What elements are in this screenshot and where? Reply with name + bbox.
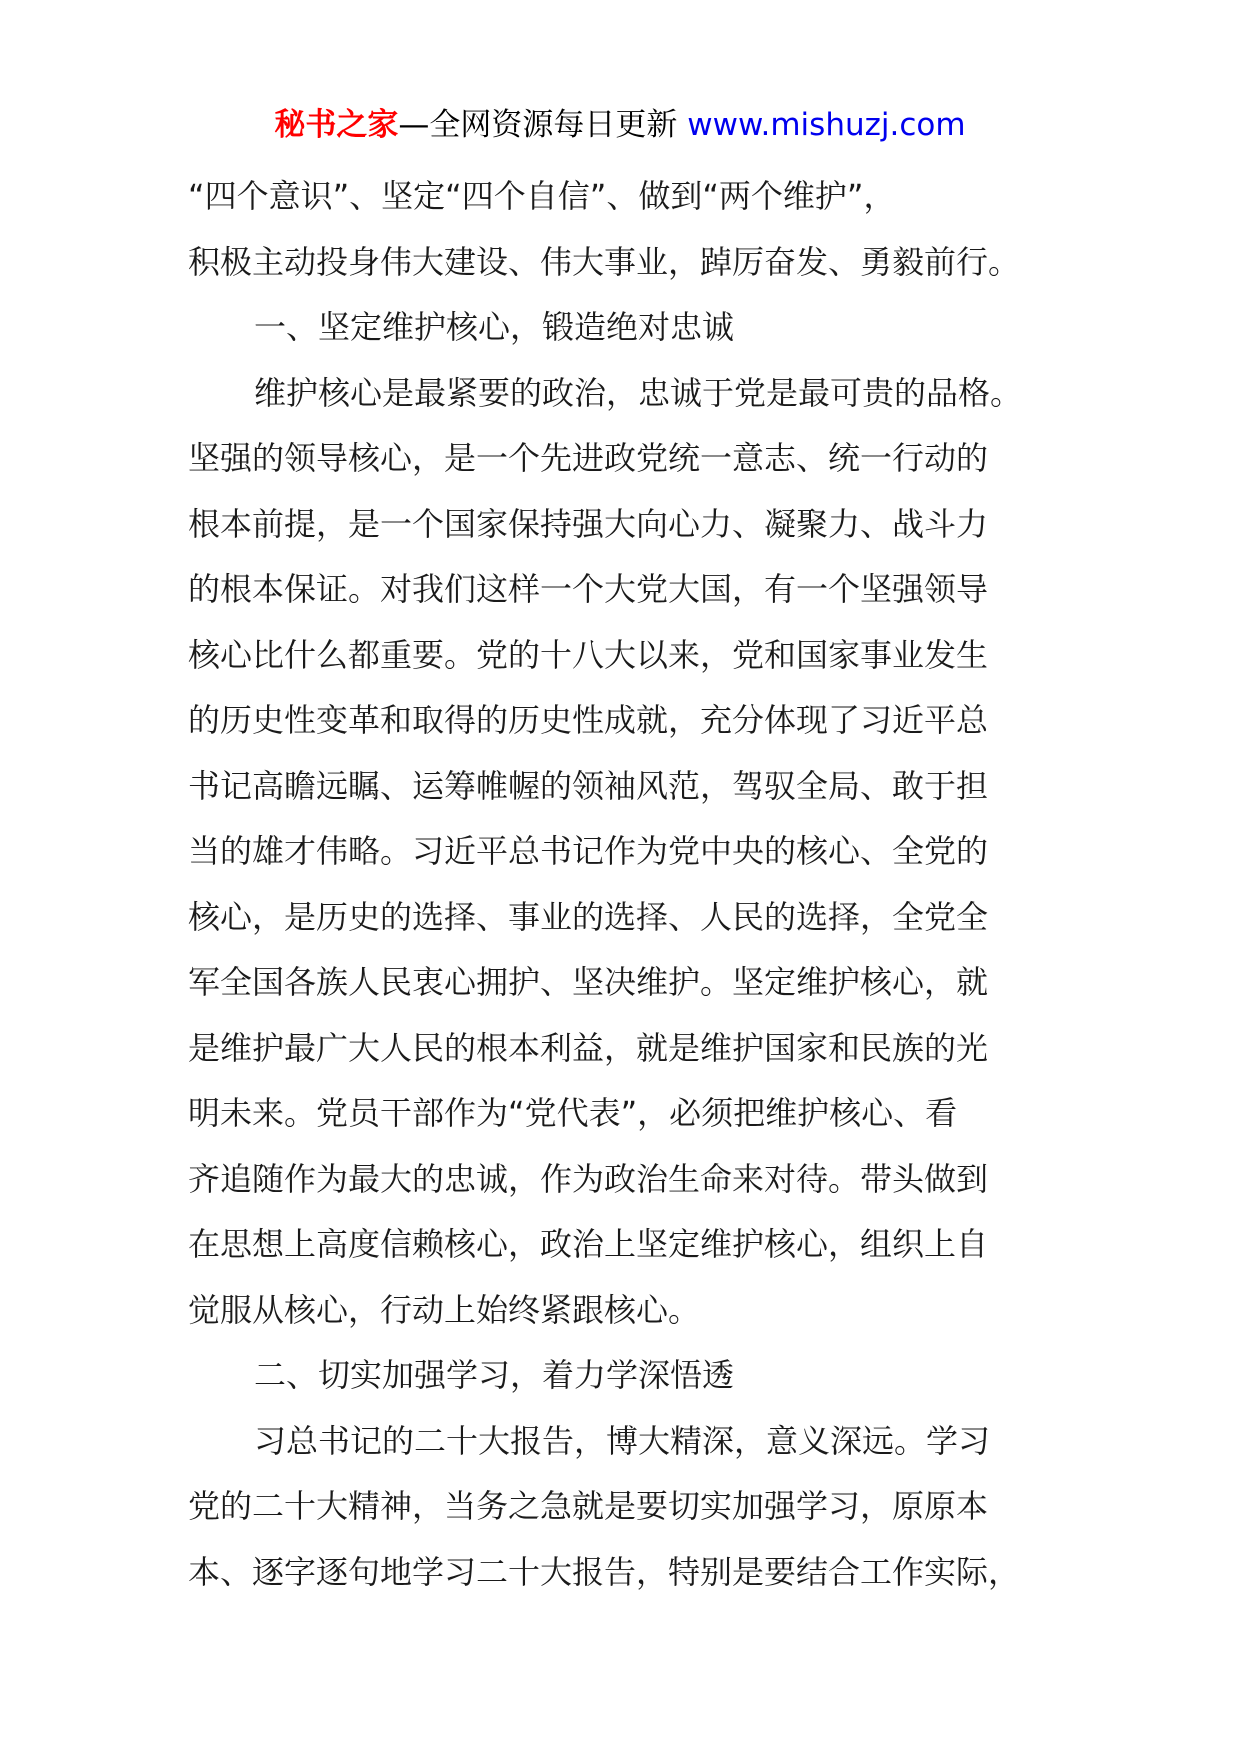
paragraph-line: 当的雄才伟略。习近平总书记作为党中央的核心、全党的 — [188, 832, 989, 870]
section-heading: 二、切实加强学习，着力学深悟透 — [254, 1356, 735, 1394]
paragraph-line: 的历史性变革和取得的历史性成就，充分体现了习近平总 — [188, 701, 989, 739]
site-banner — [0, 103, 1240, 147]
site-brand: 秘书之家 — [274, 107, 399, 143]
paragraph-line: 的根本保证。对我们这样一个大党大国，有一个坚强领导 — [188, 570, 989, 608]
paragraph-line: 坚强的领导核心，是一个先进政党统一意志、统一行动的 — [188, 439, 989, 477]
paragraph-line: 在思想上高度信赖核心，政治上坚定维护核心，组织上自 — [188, 1225, 989, 1263]
paragraph-line: 习总书记的二十大报告，博大精深，意义深远。学习 — [254, 1421, 991, 1460]
site-url-link[interactable]: www.mishuzj.com — [687, 107, 966, 143]
paragraph-line: 积极主动投身伟大建设、伟大事业，踔厉奋发、勇毅前行。 — [188, 242, 1021, 281]
paragraph-line: 是维护最广大人民的根本利益，就是维护国家和民族的光 — [188, 1028, 989, 1067]
paragraph-line: 军全国各族人民衷心拥护、坚决维护。坚定维护核心，就 — [188, 963, 989, 1001]
paragraph-line: 维护核心是最紧要的政治，忠诚于党是最可贵的品格。 — [254, 373, 1023, 412]
paragraph-line: 书记高瞻远瞩、运筹帷幄的领袖风范，驾驭全局、敢于担 — [188, 766, 989, 805]
site-tagline: —全网资源每日更新 — [398, 107, 688, 143]
paragraph-line: 核心比什么都重要。党的十八大以来，党和国家事业发生 — [188, 635, 989, 674]
paragraph-line: 齐追随作为最大的忠诚，作为政治生命来对待。带头做到 — [188, 1159, 989, 1198]
paragraph-line: 本、逐字逐句地学习二十大报告，特别是要结合工作实际， — [188, 1552, 1021, 1591]
paragraph-line: 根本前提，是一个国家保持强大向心力、凝聚力、战斗力 — [188, 504, 989, 543]
paragraph-line: “四个意识”、坚定“四个自信”、做到“两个维护”， — [188, 177, 896, 215]
paragraph-line: 核心，是历史的选择、事业的选择、人民的选择，全党全 — [188, 897, 989, 936]
paragraph-line: 明未来。党员干部作为“党代表”，必须把维护核心、看 — [188, 1094, 958, 1132]
section-heading: 一、坚定维护核心，锻造绝对忠诚 — [254, 308, 735, 346]
paragraph-line: 觉服从核心，行动上始终紧跟核心。 — [188, 1290, 701, 1329]
document-body — [188, 164, 1048, 1605]
paragraph-line: 党的二十大精神，当务之急就是要切实加强学习，原原本 — [188, 1487, 989, 1525]
